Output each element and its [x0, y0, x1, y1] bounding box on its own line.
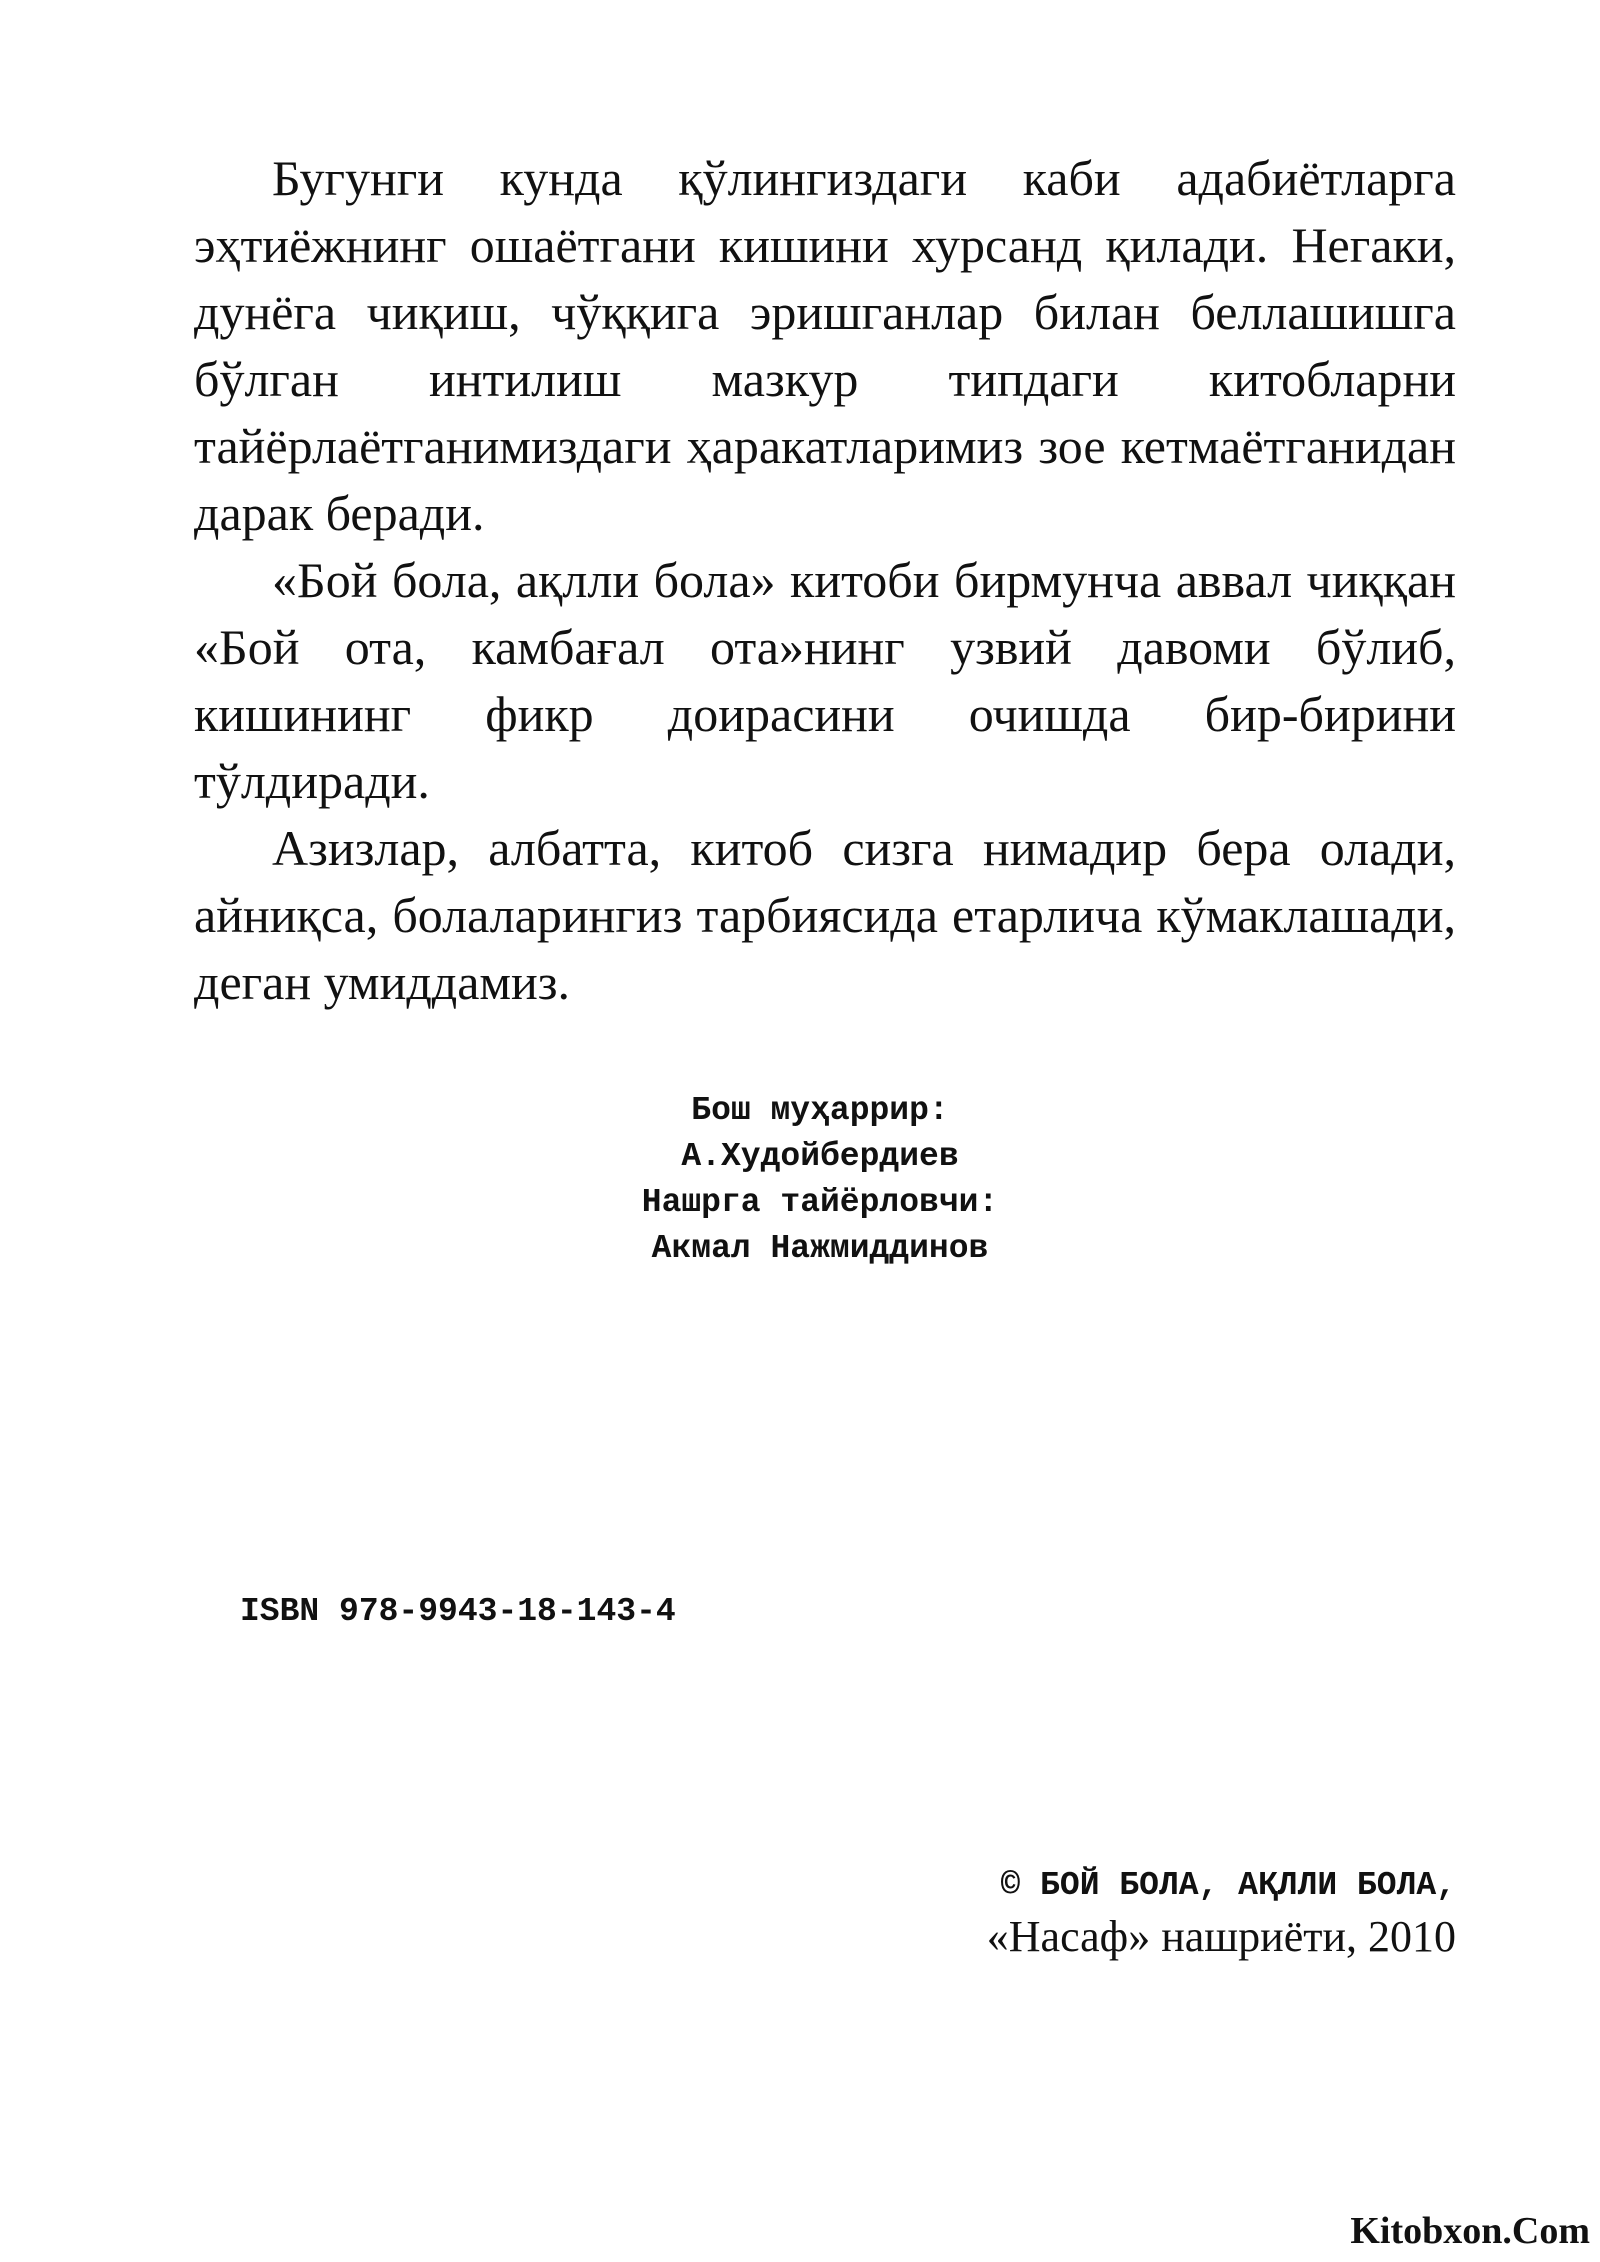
copyright-publisher: «Насаф» нашриёти, 2010 — [986, 1912, 1456, 1961]
paragraph-book-relation: «Бой бола, ақлли бола» китоби бирмунча аввал чиққан «Бой ота, камбағал ота»нинг узвий давоми бўлиб, кишининг фикр доирасини очишда бир-бирини тўлдиради. — [194, 552, 1456, 809]
credits-block — [0, 1088, 1600, 1272]
paragraph-intro: Бугунги кунда қўлингиздаги каби адабиётларга эҳтиёжнинг ошаётгани кишини хурсанд қилади. Негаки, дунёга чиқиш, чўққига эришганлар билан беллашишга бўлган интилиш мазкур типдаги китобларни тайёрлаётганимиздаги ҳаракатларимиз зое кетмаётганидан дарак беради. — [194, 150, 1456, 541]
paragraph-closing: Азизлар, албатта, китоб сизга нимадир бера олади, айниқса, болаларингиз тарбиясида етарлича кўмаклашади, деган умиддамиз. — [194, 820, 1456, 1010]
isbn: ISBN 978-9943-18-143-4 — [240, 1593, 676, 1630]
editor-label: Бош муҳаррир: — [691, 1092, 949, 1129]
watermark: Kitobxon.Com — [1350, 2210, 1590, 2252]
copyright-block — [987, 1862, 1456, 1964]
preparer-name: Акмал Нажмиддинов — [651, 1230, 989, 1267]
copyright-title: © БОЙ БОЛА, АҚЛЛИ БОЛА, — [1000, 1867, 1456, 1904]
editor-name: А.Худойбердиев — [681, 1138, 959, 1175]
preparer-label: Нашрга тайёрловчи: — [641, 1184, 999, 1221]
body-text — [194, 145, 1456, 1016]
